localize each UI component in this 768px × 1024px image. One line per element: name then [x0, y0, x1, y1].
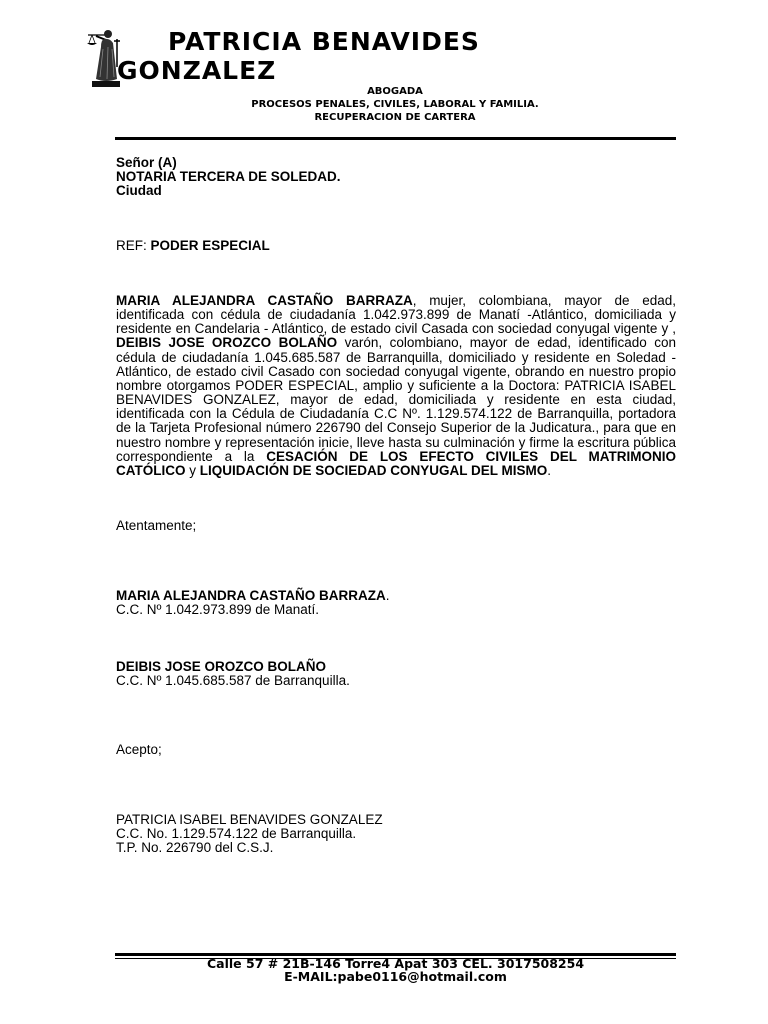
- signatory-1-id: C.C. Nº 1.042.973.899 de Manatí.: [116, 602, 320, 617]
- attorney-name: PATRICIA ISABEL BENAVIDES GONZALEZ: [116, 812, 383, 827]
- reference-label: REF:: [116, 238, 147, 253]
- signatory-1-name: MARIA ALEJANDRA CASTAÑO BARRAZA: [116, 588, 386, 603]
- closing: Atentamente;: [116, 518, 197, 533]
- footer-address: Calle 57 # 21B-146 Torre4 Apat 303 CEL. 3017508254: [206, 956, 585, 971]
- signatory-2-id: C.C. Nº 1.045.685.587 de Barranquilla.: [116, 673, 350, 688]
- salutation: Señor (A): [116, 155, 177, 170]
- header-divider: [115, 137, 676, 140]
- body-text-4: .: [547, 462, 552, 478]
- practice-areas: PROCESOS PENALES, CIVILES, LABORAL Y FAMILIA.: [251, 99, 539, 110]
- lawyer-name-line-1: PATRICIA BENAVIDES: [168, 27, 480, 56]
- collections-service: RECUPERACION DE CARTERA: [314, 112, 476, 123]
- grantor-1-name: MARIA ALEJANDRA CASTAÑO BARRAZA: [116, 293, 413, 308]
- body-text-1: , mujer, colombiana, mayor de edad, identificada con cédula de ciudadanía 1.042.973.899 de Manatí -Atlántico, domiciliada y residente en Candelaria - Atlántico, de estado civil Casada con sociedad conyugal vigente y ,: [116, 293, 676, 337]
- professional-title: ABOGADA: [367, 86, 423, 97]
- notary-office: NOTARIA TERCERA DE SOLEDAD.: [116, 169, 341, 184]
- attorney-professional-card: T.P. No. 226790 del C.S.J.: [116, 840, 274, 855]
- attorney-id: C.C. No. 1.129.574.122 de Barranquilla.: [116, 826, 357, 841]
- grantor-2-name: DEIBIS JOSE OROZCO BOLAÑO: [116, 335, 338, 351]
- body-text-2: varón, colombiano, mayor de edad, identificado con cédula de ciudadanía 1.045.685.587 de Barranquilla, domiciliado y residente en Soledad - Atlántico, de estado civil Casado con sociedad conyugal vigente, obrando en nuestro propio nombre otorgamos PODER ESPECIAL, amplio y suficiente a la Doctora: PATRICIA ISABEL BENAVIDES GONZALEZ, mayor de edad, domiciliada y residente en esta ciudad, identificada con la Cédula de Ciudadanía C.C Nº. 1.129.574.122 de Barranquilla, portadora de la Tarjeta Profesional número 226790 del Consejo Superior de la Judicatura., para que en nuestro nombre y representación inicie, lleve hasta su culminación y firme la escritura pública correspondiente a la: [116, 335, 676, 464]
- power-of-attorney-paragraph: [116, 294, 676, 478]
- liquidation-clause: LIQUIDACIÓN DE SOCIEDAD CONYUGAL DEL MISMO: [199, 462, 548, 478]
- reference-subject: PODER ESPECIAL: [150, 238, 270, 253]
- footer-email: E-MAIL:pabe0116@hotmail.com: [284, 969, 507, 984]
- city: Ciudad: [116, 183, 162, 198]
- reference-line: [116, 239, 270, 253]
- acceptance: Acepto;: [116, 742, 162, 757]
- signatory-1-line: [116, 589, 390, 603]
- cessation-clause: CESACIÓN DE LOS EFECTO CIVILES DEL MATRIMONIO CATÓLICO: [116, 448, 676, 478]
- lawyer-name-line-2: GONZALEZ: [117, 56, 277, 85]
- body-text-3: y: [185, 462, 200, 478]
- signatory-1-period: .: [385, 588, 390, 603]
- signatory-2-name: DEIBIS JOSE OROZCO BOLAÑO: [116, 659, 327, 674]
